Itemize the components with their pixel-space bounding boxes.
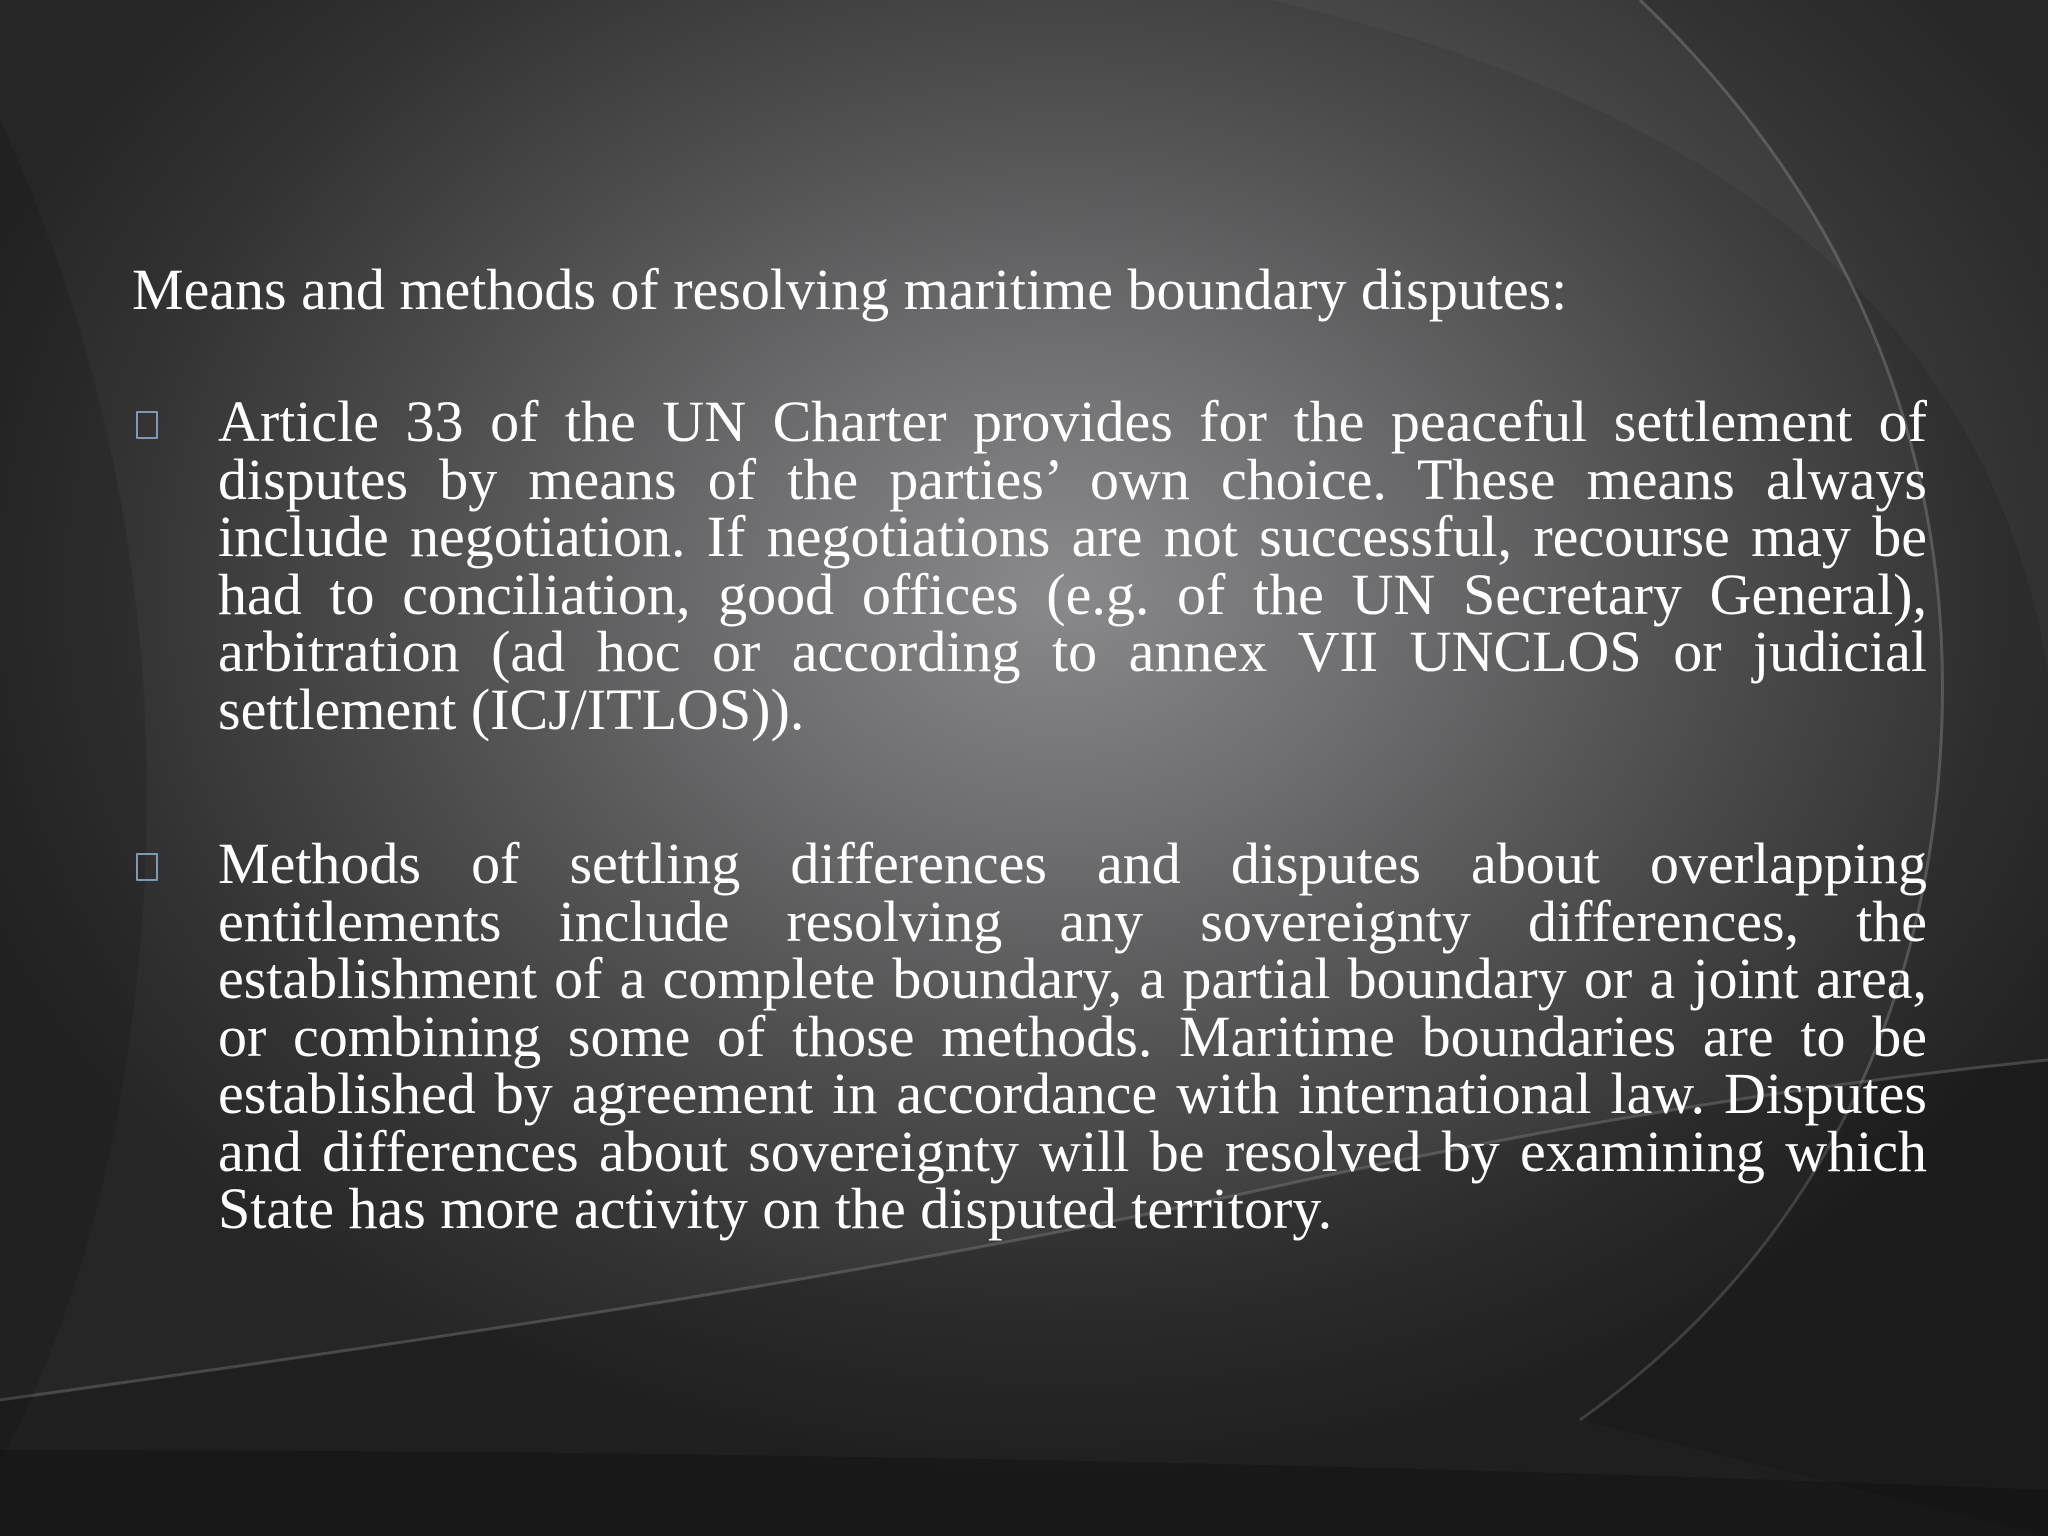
bullet-text: Methods of settling differences and disputes about overlapping entitlements include resolving any sovereignty differences, the establishment of a complete boundary, a partial boundary or a joint area, or combining some of those methods. Maritime boundaries are to be established by agreement in accordance with international law. Disputes and differences about sovereignty will be resolved by examining which State has more activity on the disputed territory.	[218, 831, 1927, 1241]
bullet-item	[132, 389, 1927, 742]
bullet-item	[132, 831, 1927, 1241]
square-bullet-icon	[136, 411, 158, 439]
square-bullet-icon	[136, 853, 158, 881]
slide-heading: Means and methods of resolving maritime boundary disputes:	[132, 257, 1568, 322]
slide-content	[132, 255, 1927, 1241]
bullet-list	[132, 389, 1927, 1241]
background-arc-left	[0, 120, 147, 1460]
bullet-text: Article 33 of the UN Charter provides for the peaceful settlement of disputes by means of the parties’ own choice. These means always include negotiation. If negotiations are not successful, recourse may be had to conciliation, good offices (e.g. of the UN Secretary General), arbitration (ad hoc or according to annex VII UNCLOS or judicial settlement (ICJ/ITLOS)).	[218, 389, 1927, 742]
